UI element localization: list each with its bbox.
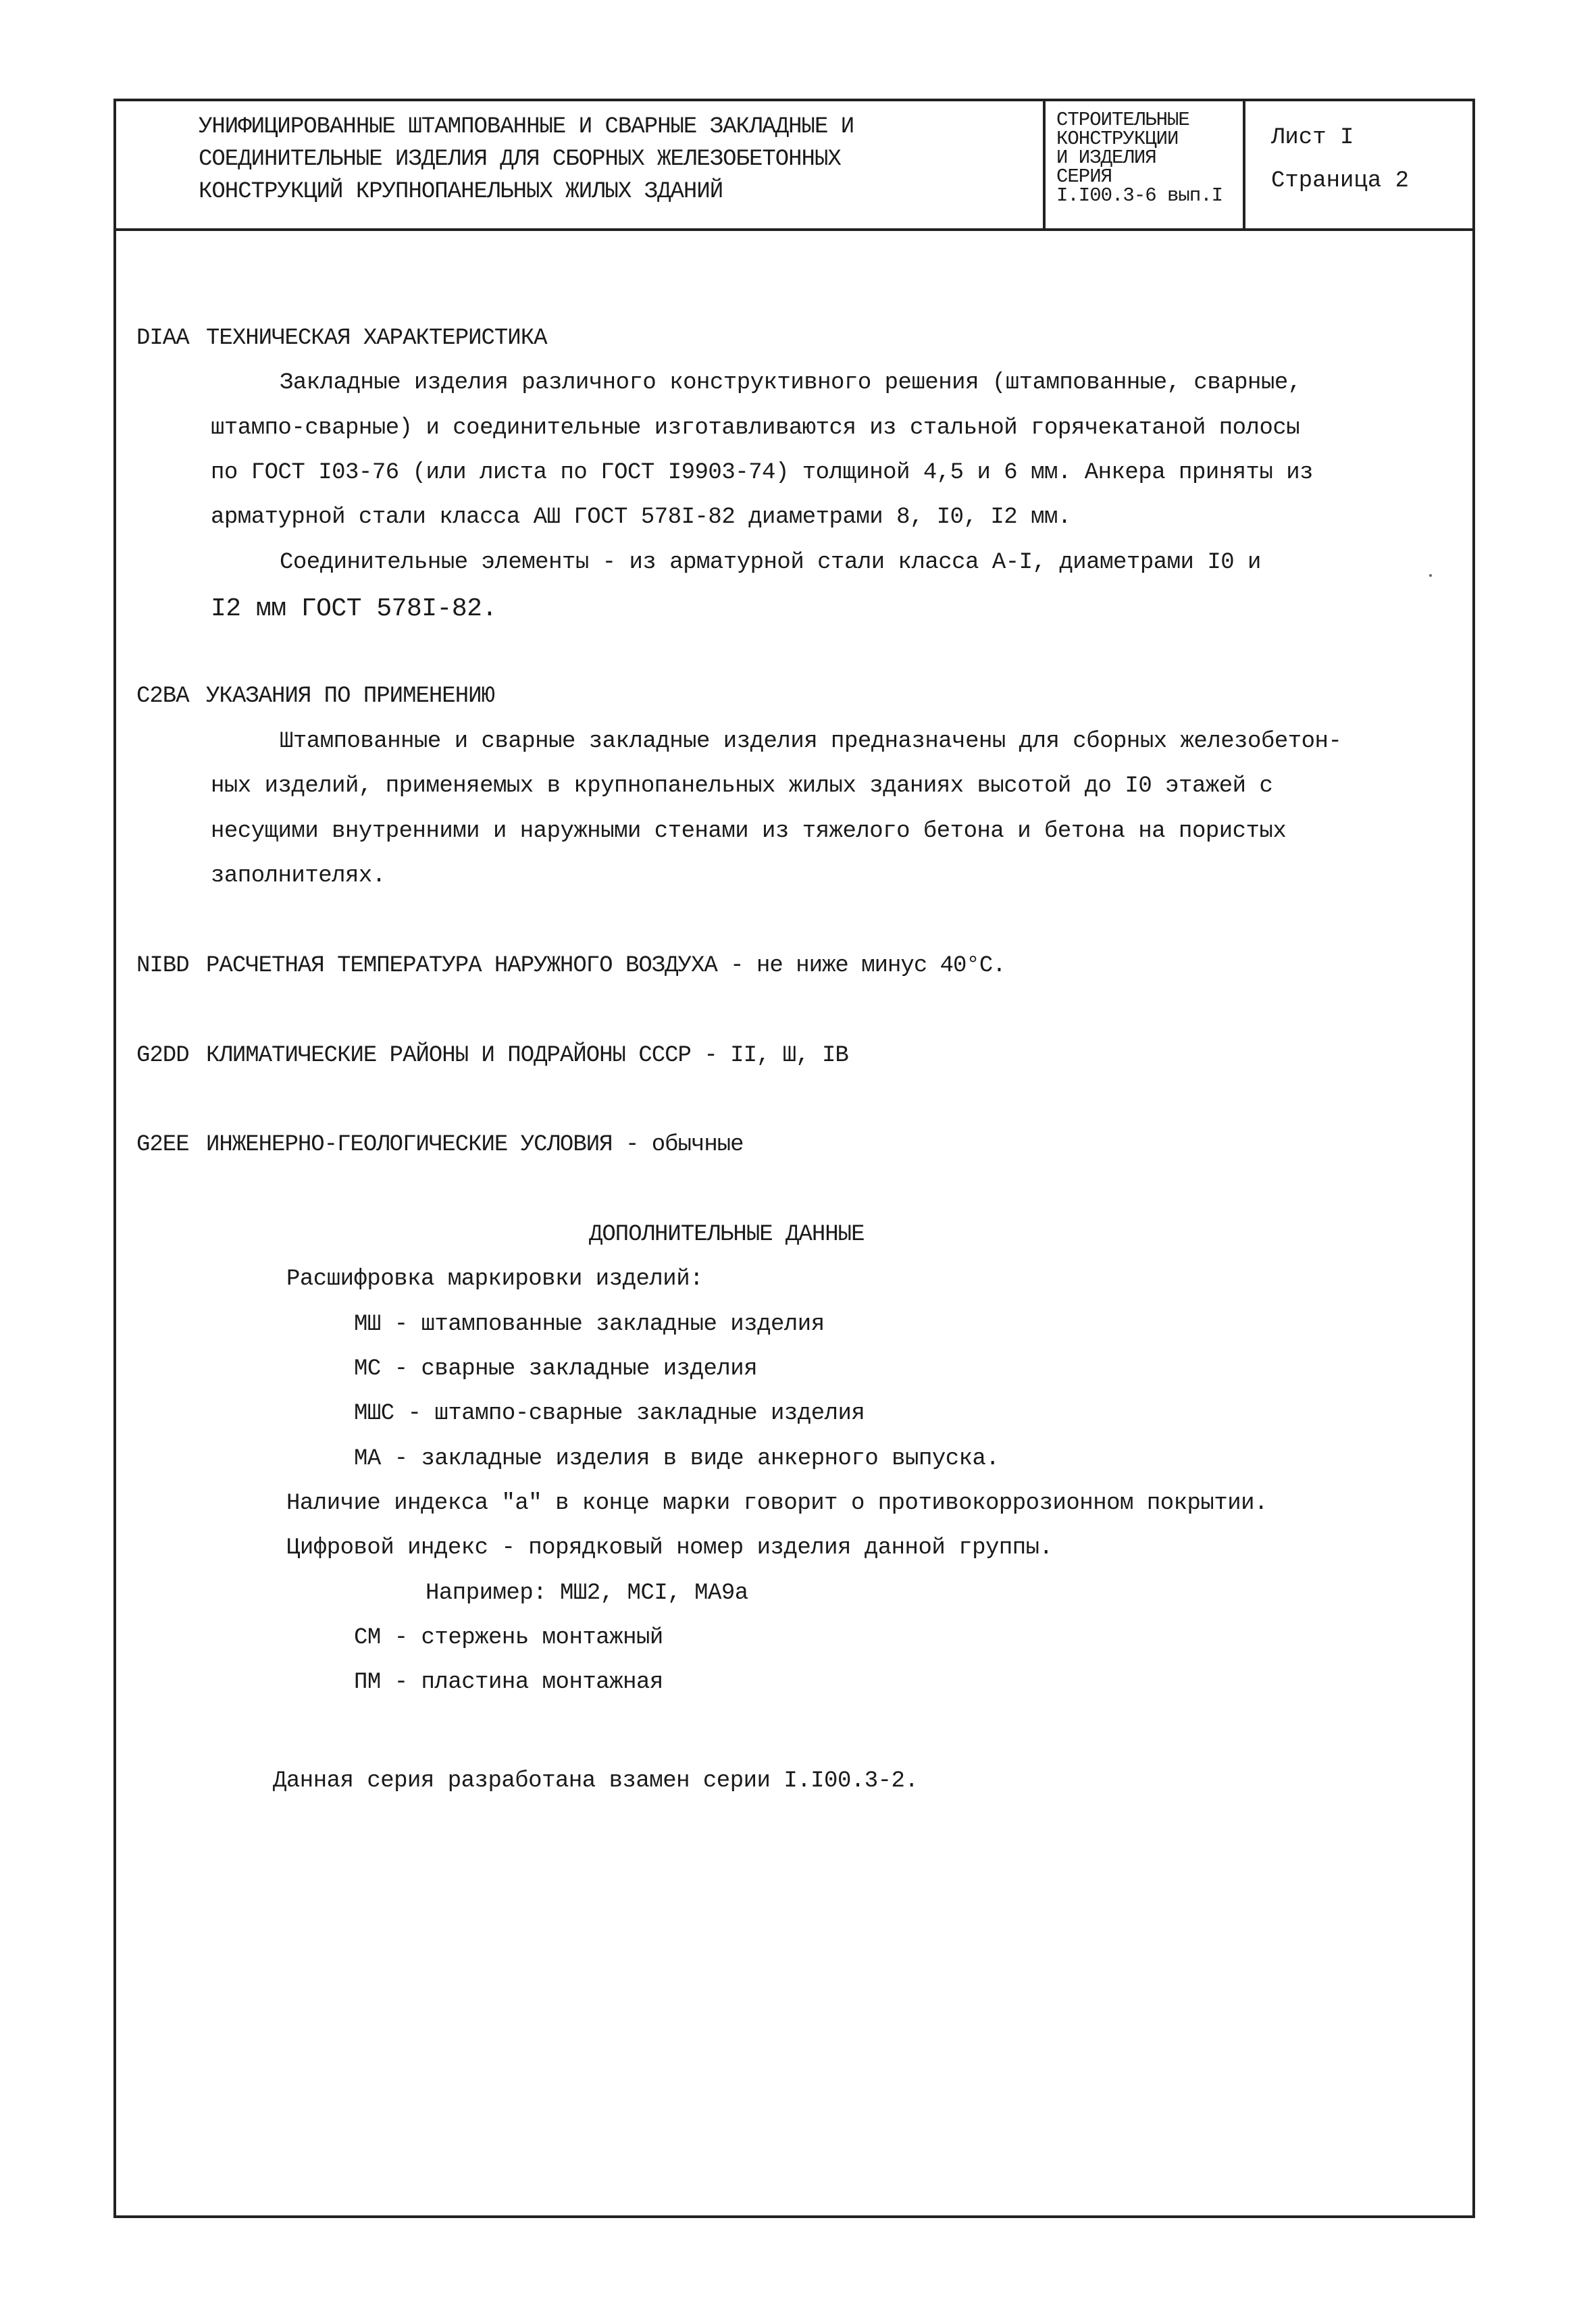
series-number: I.I00.3-6 вып.I [1056, 184, 1223, 207]
part-item: СМ - стержень монтажный [354, 1625, 663, 1651]
paragraph-line: Штампованные и сварные закладные изделия предназначены для сборных железобетон- [280, 729, 1342, 754]
series-cell [1043, 101, 1245, 228]
title-line: УНИФИЦИРОВАННЫЕ ШТАМПОВАННЫЕ И СВАРНЫЕ ЗАКЛАДНЫЕ И [199, 114, 854, 140]
marking-item: МА - закладные изделия в виде анкерного выпуска. [354, 1446, 1000, 1472]
additional-data-heading: ДОПОЛНИТЕЛЬНЫЕ ДАННЫЕ [589, 1222, 865, 1248]
title-line: КОНСТРУКЦИЙ КРУПНОПАНЕЛЬНЫХ ЖИЛЫХ ЗДАНИЙ [199, 179, 723, 205]
section-title: ИНЖЕНЕРНО-ГЕОЛОГИЧЕСКИЕ УСЛОВИЯ [206, 1132, 613, 1158]
section-title: КЛИМАТИЧЕСКИЕ РАЙОНЫ И ПОДРАЙОНЫ СССР [206, 1043, 691, 1069]
sheet-cell [1245, 101, 1475, 228]
section-code: C2BA [136, 684, 189, 709]
paragraph-line: заполнителях. [211, 863, 386, 889]
page-number: Страница 2 [1271, 168, 1410, 194]
part-item: ПМ - пластина монтажная [354, 1670, 663, 1695]
section-code: G2EE [136, 1132, 189, 1158]
section-heading-climate [136, 1043, 848, 1069]
drawing-sheet-frame [113, 99, 1475, 2218]
title-line: СОЕДИНИТЕЛЬНЫЕ ИЗДЕЛИЯ ДЛЯ СБОРНЫХ ЖЕЛЕЗОБЕТОННЫХ [199, 147, 841, 172]
section-code: NIBD [136, 953, 189, 979]
scan-dot [1429, 574, 1432, 577]
document-title [199, 111, 1077, 208]
section-value: - обычные [625, 1132, 744, 1158]
sheet-number: Лист I [1271, 125, 1354, 151]
series-line: И ИЗДЕЛИЯ [1056, 147, 1156, 169]
paragraph-line: по ГОСТ I03-76 (или листа по ГОСТ I9903-74) толщиной 4,5 и 6 мм. Анкера приняты из [211, 460, 1314, 486]
digit-index-note: Цифровой индекс - порядковый номер изделия данной группы. [286, 1535, 1053, 1561]
marking-item: МШ - штампованные закладные изделия [354, 1312, 825, 1337]
marking-item: МШС - штампо-сварные закладные изделия [354, 1401, 865, 1426]
paragraph-line: Соединительные элементы - из арматурной стали класса А-I, диаметрами I0 и [280, 550, 1261, 575]
paragraph-line: штампо-сварные) и соединительные изготавливаются из стальной горячекатаной полосы [211, 415, 1300, 441]
section-heading-geology [136, 1132, 744, 1158]
title-block [116, 101, 1472, 231]
marking-intro: Расшифровка маркировки изделий: [286, 1266, 704, 1292]
section-title: ТЕХНИЧЕСКАЯ ХАРАКТЕРИСТИКА [206, 326, 547, 351]
index-note: Наличие индекса "а" в конце марки говорит о противокоррозионном покрытии. [286, 1491, 1268, 1516]
section-value: - II, Ш, IВ [704, 1043, 848, 1069]
section-code: G2DD [136, 1043, 189, 1069]
replacement-note: Данная серия разработана взамен серии I.I00.3-2. [273, 1768, 919, 1794]
marking-item: МС - сварные закладные изделия [354, 1356, 758, 1382]
series-line: СТРОИТЕЛЬНЫЕ [1056, 109, 1189, 131]
section-heading-tech [136, 326, 547, 351]
paragraph-line: арматурной стали класса АШ ГОСТ 578I-82 диаметрами 8, I0, I2 мм. [211, 505, 1071, 530]
paragraph-line: I2 мм ГОСТ 578I-82. [211, 594, 497, 623]
series-line: КОНСТРУКЦИИ [1056, 128, 1179, 150]
section-title: УКАЗАНИЯ ПО ПРИМЕНЕНИЮ [206, 684, 494, 709]
marking-example: Например: МШ2, МСI, МА9а [426, 1580, 748, 1606]
section-title: РАСЧЕТНАЯ ТЕМПЕРАТУРА НАРУЖНОГО ВОЗДУХА [206, 953, 717, 979]
section-heading-temperature [136, 953, 1006, 979]
section-value: - не ниже минус 40°С. [730, 953, 1006, 979]
paragraph-line: ных изделий, применяемых в крупнопанельных жилых зданиях высотой до I0 этажей с [211, 773, 1273, 799]
section-heading-usage [136, 684, 494, 709]
section-code: DIAA [136, 326, 189, 351]
paragraph-line: несущими внутренними и наружными стенами из тяжелого бетона и бетона на пористых [211, 819, 1287, 844]
paragraph-line: Закладные изделия различного конструктивного решения (штампованные, сварные, [280, 370, 1302, 396]
series-line: СЕРИЯ [1056, 165, 1112, 188]
